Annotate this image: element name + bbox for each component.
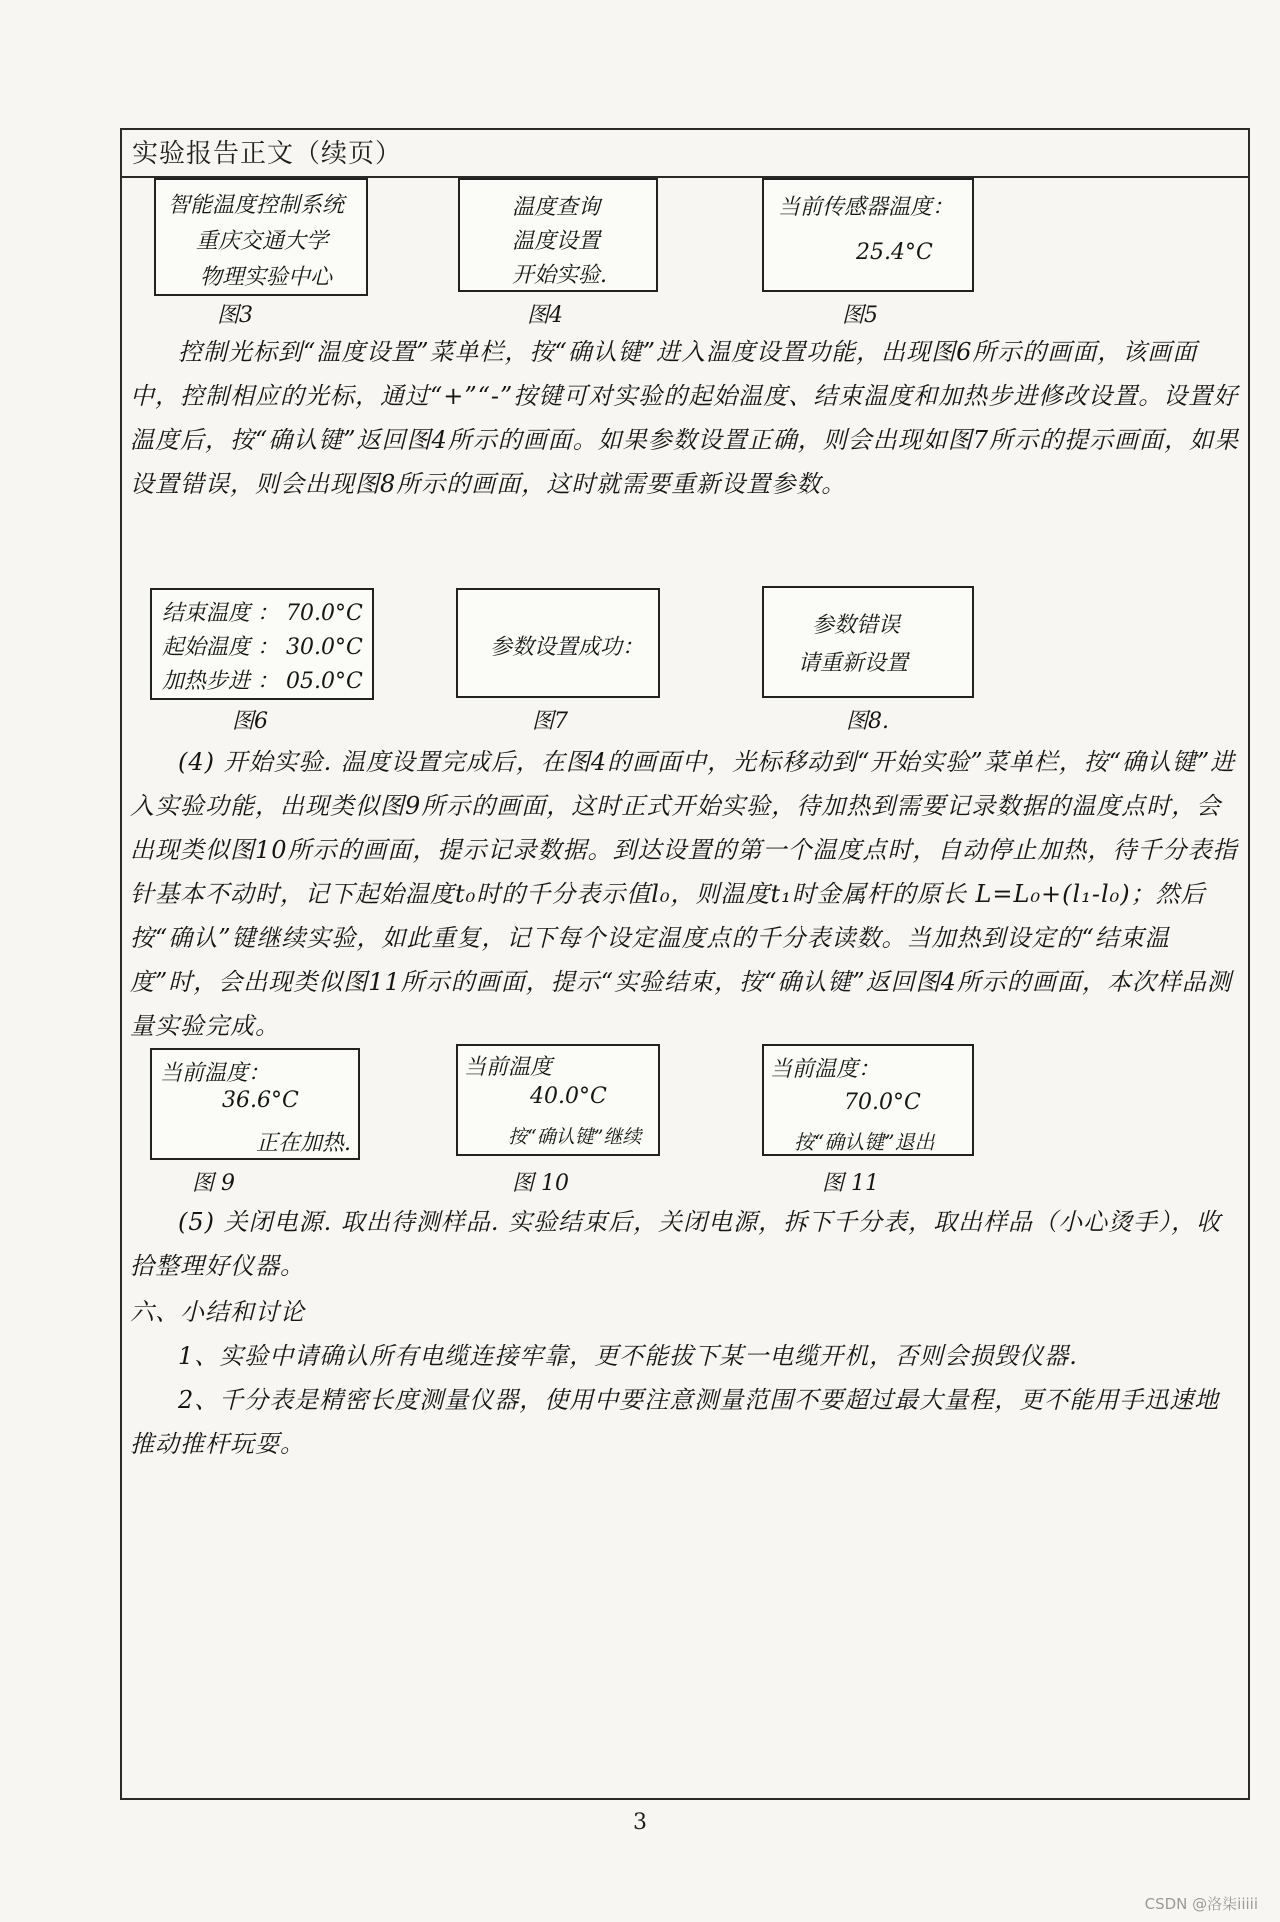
figure-8-caption: 图8.	[846, 709, 889, 734]
figure-9-line-2: 36.6°C	[222, 1088, 299, 1113]
figure-10-line-3: 按“确认键”继续	[508, 1126, 642, 1148]
figure-8-line-1: 参数错误	[812, 613, 901, 638]
figure-3-screen	[154, 178, 368, 296]
figure-5-line-1: 当前传感器温度：	[778, 195, 955, 220]
figure-6-screen	[150, 588, 374, 700]
paragraph-power-off-text: (5) 关闭电源. 取出待测样品. 实验结束后，关闭电源，拆下千分表，取出样品（小心烫手），收拾整理好仪器。	[130, 1208, 1222, 1280]
figure-3-caption: 图3	[217, 303, 253, 328]
figure-10-caption: 图 10	[512, 1171, 569, 1196]
figure-3-line-3: 物理实验中心	[200, 265, 333, 290]
figure-11-caption: 图 11	[822, 1171, 879, 1196]
figure-6-line-3: 加热步进 ： 05.0°C	[162, 669, 363, 694]
section-summary-heading: 六、小结和讨论	[130, 1298, 305, 1326]
summary-note-2: 2、千分表是精密长度测量仪器，使用中要注意测量范围不要超过最大量程，更不能用手迅速地推动推杆玩耍。	[130, 1386, 1220, 1458]
figure-3-line-2: 重庆交通大学	[196, 229, 329, 254]
page-number: 3	[633, 1810, 647, 1835]
figure-4-caption: 图4	[527, 303, 563, 328]
figure-6-line-2: 起始温度 ： 30.0°C	[162, 635, 363, 660]
figure-4-screen	[458, 178, 658, 292]
figure-8-screen	[762, 586, 974, 698]
figure-11-line-3: 按“确认键”退出	[794, 1130, 935, 1154]
figure-9-line-3: 正在加热.	[256, 1131, 351, 1156]
summary-note-1: 1、实验中请确认所有电缆连接牢靠，更不能拔下某一电缆开机，否则会损毁仪器.	[178, 1342, 1078, 1370]
figure-9-line-1: 当前温度：	[160, 1061, 271, 1086]
figure-10-line-2: 40.0°C	[530, 1084, 607, 1109]
figure-10-screen	[456, 1044, 660, 1156]
figure-9-screen	[150, 1048, 360, 1160]
figure-4-line-3: 开始实验.	[512, 263, 607, 288]
figure-11-line-2: 70.0°C	[844, 1090, 921, 1115]
page-header: 实验报告正文（续页）	[122, 130, 1248, 178]
figure-5-caption: 图5	[842, 303, 878, 328]
paragraph-power-off	[130, 1200, 1240, 1288]
paragraph-start-experiment-text: (4) 开始实验. 温度设置完成后，在图4的画面中，光标移动到“开始实验”菜单栏，按“确认键”进入实验功能，出现类似图9所示的画面，这时正式开始实验，待加热到需要记录数据的温度点时，会出现类似图10所示的画面，提示记录数据。到达设置的第一个温度点时，自动停止加热，待千分表指针基本不动时，记下起始温度t₀时的千分表示值l₀，则温度t₁时金属杆的原长 L=L₀+(l₁-l₀)；然后按“确认”键继续实验，如此重复，记下每个设定温度点的千分表读数。当加热到设定的“结束温度”时，会出现类似图11所示的画面，提示“实验结束，按“确认键”返回图4所示的画面，本次样品测量实验完成。	[130, 748, 1238, 1040]
figure-5-line-2: 25.4°C	[856, 240, 933, 265]
figure-6-caption: 图6	[232, 709, 268, 734]
figure-7-line-1: 参数设置成功：	[490, 635, 645, 660]
section-summary	[130, 1290, 1240, 1466]
figure-7-screen	[456, 588, 660, 698]
watermark: CSDN @洛柒iiiii	[1144, 1895, 1258, 1913]
figure-10-line-1: 当前温度	[464, 1055, 553, 1080]
figure-3-line-1: 智能温度控制系统	[168, 193, 345, 218]
paragraph-temperature-setting	[130, 330, 1240, 506]
figure-9-caption: 图 9	[192, 1171, 235, 1196]
figure-4-line-2: 温度设置	[512, 229, 601, 254]
figure-7-caption: 图7	[532, 709, 568, 734]
figure-11-line-1: 当前温度：	[770, 1057, 881, 1082]
figure-6-line-1: 结束温度 ： 70.0°C	[162, 601, 363, 626]
figure-5-screen	[762, 178, 974, 292]
report-page-frame	[120, 128, 1250, 1800]
figure-4-line-1: 温度查询	[512, 195, 601, 220]
paragraph-start-experiment	[130, 740, 1240, 1048]
figure-11-screen	[762, 1044, 974, 1156]
figure-8-line-2: 请重新设置	[798, 651, 909, 676]
paragraph-temperature-setting-text: 控制光标到“温度设置”菜单栏，按“确认键”进入温度设置功能，出现图6所示的画面，该画面中，控制相应的光标，通过“+”“-”按键可对实验的起始温度、结束温度和加热步进修改设置。设置好温度后，按“确认键”返回图4所示的画面。如果参数设置正确，则会出现如图7所示的提示画面，如果设置错误，则会出现图8所示的画面，这时就需要重新设置参数。	[130, 338, 1240, 498]
